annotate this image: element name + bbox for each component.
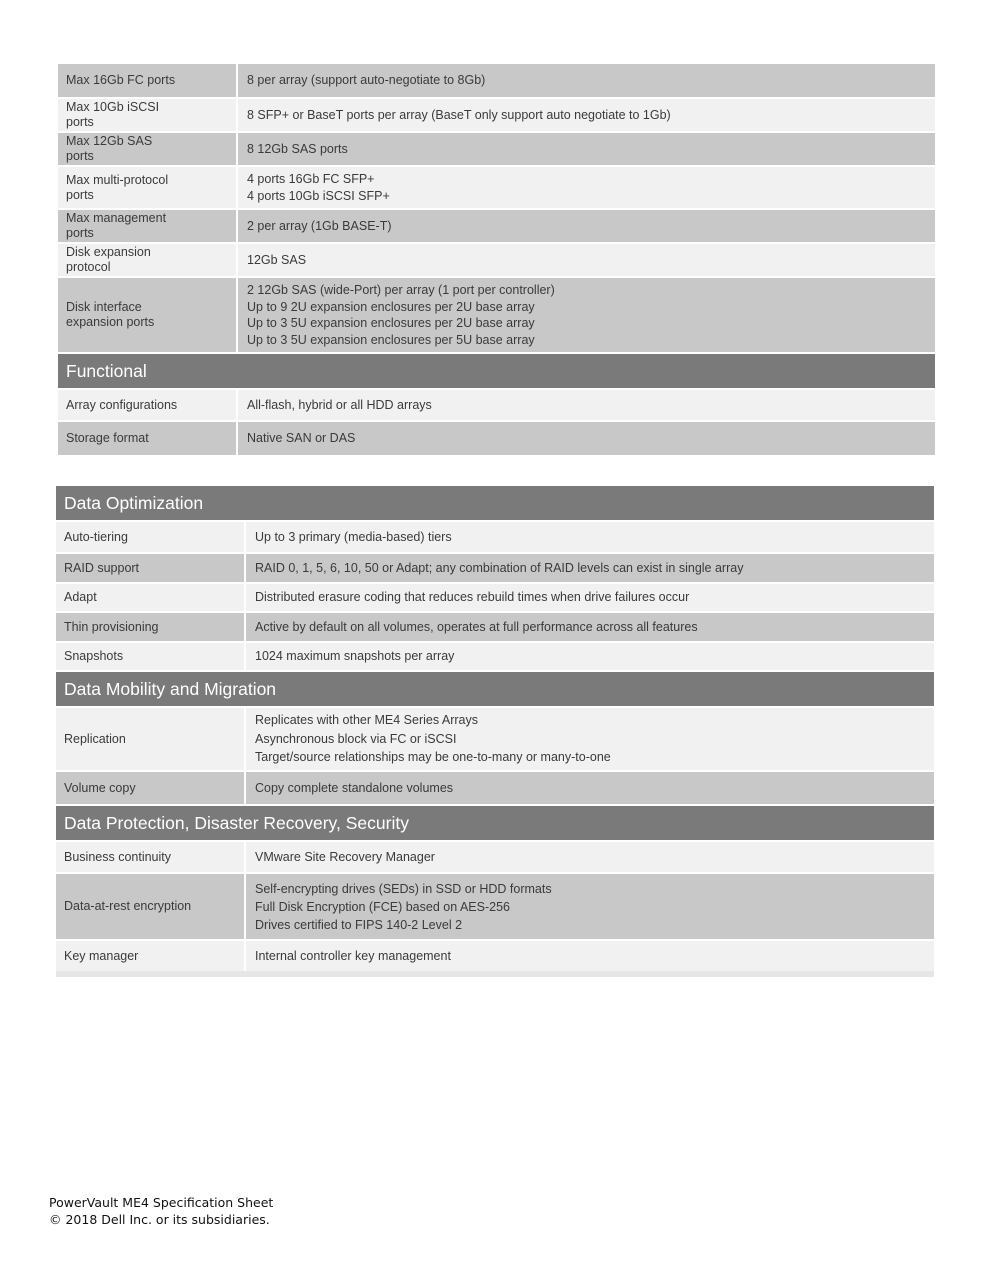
spec-key: Max 10Gb iSCSI ports — [58, 99, 238, 131]
spec-key: Data-at-rest encryption — [56, 874, 246, 939]
spec-value: 2 12Gb SAS (wide-Port) per array (1 port per controller) — [247, 283, 555, 297]
footer-document-title: PowerVault ME4 Specification Sheet — [49, 1195, 274, 1210]
spec-value-cell — [246, 708, 934, 770]
spec-key: Volume copy — [56, 772, 246, 804]
spec-value: Asynchronous block via FC or iSCSI — [255, 731, 457, 746]
spec-value: Active by default on all volumes, operates at full performance across all features — [255, 619, 698, 634]
spec-row — [56, 772, 934, 806]
footer-copyright: © 2018 Dell Inc. or its subsidiaries. — [49, 1212, 270, 1227]
table-bottom-border — [56, 971, 934, 977]
spec-value: Full Disk Encryption (FCE) based on AES-256 — [255, 899, 510, 914]
spec-key: Snapshots — [56, 643, 246, 670]
spec-key: Adapt — [56, 584, 246, 611]
spec-row — [56, 643, 934, 672]
spec-value-cell — [238, 422, 935, 455]
spec-value: 8 per array (support auto-negotiate to 8Gb) — [247, 73, 486, 88]
spec-key: Max 12Gb SAS ports — [58, 133, 238, 165]
section-header-data-protection — [56, 806, 934, 842]
section-title: Data Optimization — [64, 492, 204, 513]
spec-value: Up to 3 5U expansion enclosures per 2U base array — [247, 316, 535, 330]
spec-value-cell — [238, 210, 935, 242]
spec-key: Business continuity — [56, 842, 246, 872]
spec-row — [58, 244, 935, 278]
spec-value: VMware Site Recovery Manager — [255, 849, 435, 864]
spec-key: Array configurations — [58, 390, 238, 420]
spec-value-cell — [246, 522, 934, 552]
spec-key: Storage format — [58, 422, 238, 455]
spec-key: RAID support — [56, 554, 246, 582]
section-title: Data Protection, Disaster Recovery, Security — [64, 812, 409, 833]
spec-value-cell — [238, 390, 935, 420]
spec-key: Max management ports — [58, 210, 238, 242]
spec-row — [56, 584, 934, 613]
section-header-data-mobility — [56, 672, 934, 708]
spec-value: 8 SFP+ or BaseT ports per array (BaseT only support auto negotiate to 1Gb) — [247, 107, 671, 122]
spec-row — [56, 874, 934, 941]
spec-row — [56, 613, 934, 643]
section-header-data-optimization — [56, 486, 934, 522]
section-header-functional — [58, 354, 935, 390]
spec-value-cell — [238, 167, 935, 208]
spec-value-cell — [246, 643, 934, 670]
spec-row — [58, 422, 935, 455]
spec-value: 2 per array (1Gb BASE-T) — [247, 218, 392, 233]
spec-key: Auto-tiering — [56, 522, 246, 552]
spec-value: Copy complete standalone volumes — [255, 780, 454, 795]
page-footer — [49, 1194, 273, 1228]
spec-row — [58, 64, 935, 99]
spec-value-cell — [238, 244, 935, 276]
spec-value: 12Gb SAS — [247, 252, 307, 267]
spec-row — [58, 133, 935, 167]
spec-value: Self-encrypting drives (SEDs) in SSD or HDD formats — [255, 881, 552, 896]
spec-value: Internal controller key management — [255, 948, 451, 963]
spec-value-cell — [246, 772, 934, 804]
spec-value: 8 12Gb SAS ports — [247, 141, 348, 156]
spec-value: RAID 0, 1, 5, 6, 10, 50 or Adapt; any combination of RAID levels can exist in single array — [255, 560, 744, 575]
spec-value: Distributed erasure coding that reduces rebuild times when drive failures occur — [255, 590, 690, 605]
spec-key: Max 16Gb FC ports — [58, 64, 238, 97]
section-title: Data Mobility and Migration — [64, 678, 277, 699]
spec-value: Replicates with other ME4 Series Arrays — [255, 713, 479, 728]
spec-value: Up to 3 5U expansion enclosures per 5U base array — [247, 332, 535, 347]
spec-value-cell — [246, 613, 934, 641]
spec-key: Key manager — [56, 941, 246, 971]
spec-row — [58, 99, 935, 133]
spec-row — [56, 708, 934, 772]
spec-value: 4 ports 16Gb FC SFP+ — [247, 172, 375, 186]
spec-row — [58, 167, 935, 210]
spec-row — [58, 210, 935, 244]
spec-value: Drives certified to FIPS 140-2 Level 2 — [255, 917, 463, 932]
spec-key: Replication — [56, 708, 246, 770]
spec-value-cell — [238, 278, 935, 352]
spec-value: 1024 maximum snapshots per array — [255, 649, 455, 664]
spec-value: 4 ports 10Gb iSCSI SFP+ — [247, 188, 390, 203]
section-title: Functional — [66, 360, 147, 381]
spec-value-cell — [246, 584, 934, 611]
connectivity-spec-table — [58, 64, 935, 455]
spec-row — [56, 842, 934, 874]
spec-key: Max multi-protocol ports — [58, 167, 238, 208]
spec-value-cell — [238, 133, 935, 165]
spec-value-cell — [238, 64, 935, 97]
spec-key: Disk expansion protocol — [58, 244, 238, 276]
spec-value: Up to 3 primary (media-based) tiers — [255, 529, 452, 544]
spec-row — [56, 522, 934, 554]
spec-row — [56, 941, 934, 971]
spec-value: Native SAN or DAS — [247, 431, 356, 446]
spec-value-cell — [246, 842, 934, 872]
spec-key: Thin provisioning — [56, 613, 246, 641]
spec-row — [58, 278, 935, 354]
spec-row — [56, 554, 934, 584]
data-services-spec-table — [56, 486, 934, 977]
spec-value-cell — [246, 874, 934, 939]
spec-row — [58, 390, 935, 422]
spec-value-cell — [246, 941, 934, 971]
spec-value: Target/source relationships may be one-to-many or many-to-one — [255, 750, 611, 765]
spec-value-cell — [238, 99, 935, 131]
spec-value-cell — [246, 554, 934, 582]
spec-key: Disk interface expansion ports — [58, 278, 238, 352]
spec-value: All-flash, hybrid or all HDD arrays — [247, 397, 432, 412]
spec-value: Up to 9 2U expansion enclosures per 2U base array — [247, 299, 535, 314]
